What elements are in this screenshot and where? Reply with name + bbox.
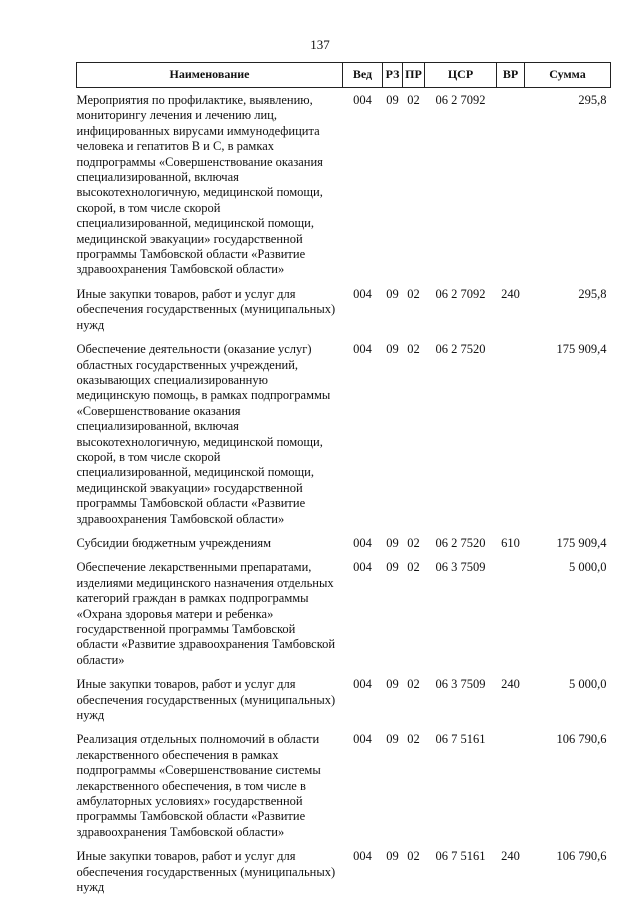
table-row xyxy=(77,844,611,899)
cell-sum: 295,8 xyxy=(578,286,607,301)
table-row xyxy=(77,672,611,727)
cell-name: Обеспечение лекарственными препаратами, изделиями медицинского назначения отдельных категорий граждан в рамках подпрограммы «Охрана здоровья матери и ребенка» государственной программы Тамбовской области «Развитие здравоохранения Тамбовской области» xyxy=(76,560,336,667)
cell-rz: 09 xyxy=(386,342,399,357)
cell-rz: 09 xyxy=(386,732,399,747)
cell-rz: 09 xyxy=(386,286,399,301)
cell-sum: 5 000,0 xyxy=(569,560,607,575)
cell-ved: 004 xyxy=(353,560,372,575)
header-rz: РЗ xyxy=(383,63,403,88)
cell-ved: 004 xyxy=(353,286,372,301)
cell-ved: 004 xyxy=(353,93,372,107)
table-row xyxy=(77,555,611,672)
table-row xyxy=(77,337,611,531)
cell-rz: 09 xyxy=(386,677,399,692)
cell-pr: 02 xyxy=(407,535,420,550)
cell-pr: 02 xyxy=(407,849,420,864)
cell-vr: 240 xyxy=(501,849,520,864)
cell-vr xyxy=(497,337,525,531)
cell-csr: 06 2 7520 xyxy=(435,535,486,550)
cell-ved: 004 xyxy=(353,342,372,357)
cell-vr xyxy=(497,88,525,282)
cell-sum: 106 790,6 xyxy=(556,849,607,864)
cell-vr: 240 xyxy=(501,286,520,301)
cell-rz: 09 xyxy=(386,560,399,575)
cell-ved: 004 xyxy=(353,849,372,864)
cell-rz: 09 xyxy=(386,849,399,864)
cell-vr: 610 xyxy=(501,535,520,550)
cell-name: Иные закупки товаров, работ и услуг для обеспечения государственных (муниципальных) нужд xyxy=(76,677,336,723)
cell-ved: 004 xyxy=(353,535,372,550)
header-pr: ПР xyxy=(403,63,425,88)
table-row xyxy=(77,282,611,337)
cell-rz: 09 xyxy=(386,535,399,550)
cell-pr: 02 xyxy=(407,677,420,692)
cell-rz: 09 xyxy=(386,93,399,107)
table-row xyxy=(77,531,611,555)
header-vr: ВР xyxy=(497,63,525,88)
cell-vr xyxy=(497,727,525,844)
budget-table xyxy=(76,62,611,900)
cell-name: Обеспечение деятельности (оказание услуг) областных государственных учреждений, оказывающих специализированную медицинскую помощь, в рамках подпрограммы «Совершенствование оказания специализированной, включая высокотехнологичную, медицинской помощи, скорой, в том числе скорой специализированной, медицинской помощи, медицинской эвакуации» государственной программы Тамбовской области «Развитие здравоохранения Тамбовской области» xyxy=(76,342,331,526)
cell-sum: 175 909,4 xyxy=(556,342,607,357)
cell-pr: 02 xyxy=(407,93,420,107)
cell-pr: 02 xyxy=(407,560,420,575)
cell-ved: 004 xyxy=(353,732,372,747)
cell-sum: 106 790,6 xyxy=(556,732,607,747)
header-ved: Вед xyxy=(343,63,383,88)
cell-csr: 06 7 5161 xyxy=(435,849,486,864)
header-csr: ЦСР xyxy=(425,63,497,88)
cell-csr: 06 3 7509 xyxy=(435,560,486,575)
cell-csr: 06 2 7092 xyxy=(435,93,486,107)
table-row xyxy=(77,88,611,282)
cell-name: Мероприятия по профилактике, выявлению, мониторингу лечения и лечению лиц, инфицированных вирусами иммунодефицита человека и гепатитов В и С, в рамках подпрограммы «Совершенствование оказания специализированной, включая высокотехнологичную, медицинской помощи, скорой, в том числе скорой специализированной, медицинской помощи, медицинской эвакуации» государственной программы Тамбовской области «Развитие здравоохранения Тамбовской области» xyxy=(76,93,323,277)
cell-csr: 06 3 7509 xyxy=(435,677,486,692)
header-name: Наименование xyxy=(77,63,343,88)
cell-name: Реализация отдельных полномочий в области лекарственного обеспечения в рамках подпрограммы «Совершенствование системы лекарственного обеспечения, в том числе в амбулаторных условиях» государственной программы Тамбовской области «Развитие здравоохранения Тамбовской области» xyxy=(76,732,321,839)
page-number: 137 xyxy=(310,37,330,52)
cell-csr: 06 7 5161 xyxy=(435,732,486,747)
cell-csr: 06 2 7092 xyxy=(435,286,486,301)
cell-pr: 02 xyxy=(407,732,420,747)
cell-vr: 240 xyxy=(501,677,520,692)
cell-name: Иные закупки товаров, работ и услуг для обеспечения государственных (муниципальных) нужд xyxy=(76,849,336,895)
cell-ved: 004 xyxy=(353,677,372,692)
cell-pr: 02 xyxy=(407,342,420,357)
table-row xyxy=(77,727,611,844)
cell-name: Субсидии бюджетным учреждениям xyxy=(76,535,272,550)
cell-name: Иные закупки товаров, работ и услуг для обеспечения государственных (муниципальных) нужд xyxy=(76,286,336,332)
cell-sum: 295,8 xyxy=(578,93,607,107)
cell-csr: 06 2 7520 xyxy=(435,342,486,357)
cell-sum: 5 000,0 xyxy=(569,677,607,692)
cell-vr xyxy=(497,555,525,672)
cell-pr: 02 xyxy=(407,286,420,301)
header-sum: Сумма xyxy=(525,63,611,88)
cell-sum: 175 909,4 xyxy=(556,535,607,550)
table-header-row xyxy=(77,63,611,88)
